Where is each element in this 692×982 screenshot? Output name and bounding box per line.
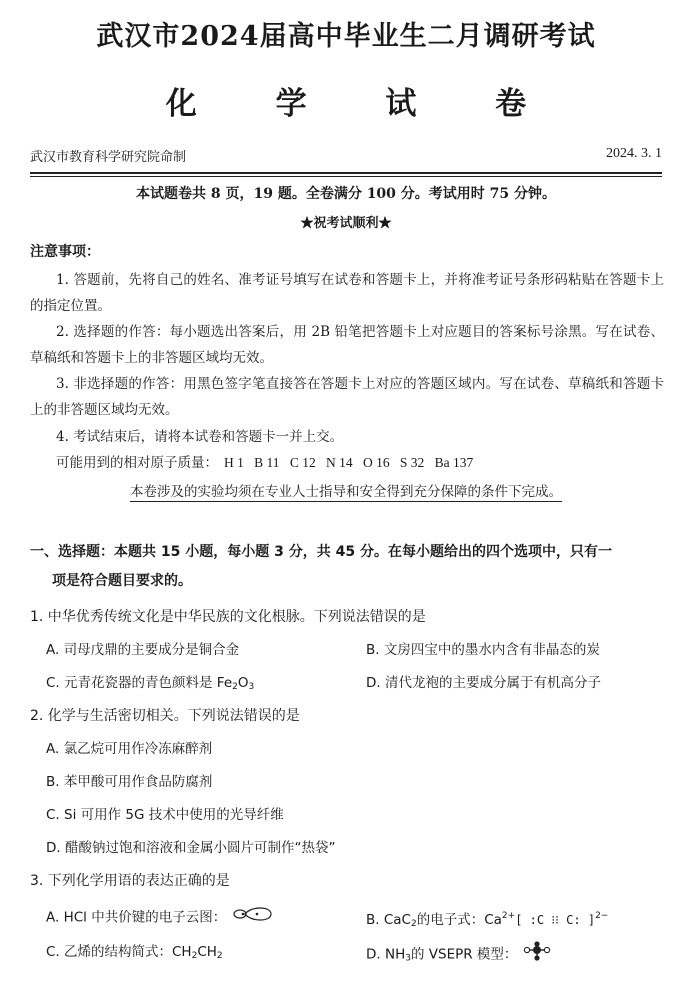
q3-option-c: [46, 941, 223, 967]
subject-title: 化 学 试 卷: [165, 86, 561, 122]
atomic-masses: [56, 451, 473, 471]
q3-b-sup: 2+: [501, 911, 516, 921]
q3-c-sub2: 2: [216, 951, 223, 961]
mass-ba: Ba 137: [434, 455, 474, 470]
q3-c-pre: C. 乙烯的结构简式：CH: [46, 944, 192, 960]
note-item: 2. 选择题的作答：每小题选出答案后，用 2B 铅笔把答题卡上对应题目的答案标号涂黑。写在试卷、草稿纸和答题卡上的非答题区域均无效。: [30, 324, 664, 366]
q3-a-text: A. HCl 中共价键的电子云图：: [46, 909, 227, 926]
notes-title: 注意事项：: [30, 244, 100, 260]
q2-stem: 2. 化学与生活密切相关。下列说法错误的是: [30, 708, 300, 724]
q3-b-sub: 2: [410, 919, 417, 929]
electron-cloud-icon: [231, 905, 275, 930]
q1-c-text: C. 元青花瓷器的青色颜料是 Fe: [46, 675, 233, 691]
q3-b-mid: 的电子式：Ca: [416, 912, 502, 928]
section-heading: 一、选择题：本题共 15 小题，每小题 3 分，共 45 分。在每小题给出的四个选项中，只有一: [30, 544, 612, 560]
q3-d-mid: 的 VSEPR 模型：: [410, 946, 518, 963]
q1-stem: 1. 中华优秀传统文化是中华民族的文化根脉。下列说法错误的是: [30, 609, 426, 625]
header-row: [30, 146, 662, 168]
exam-title: 武汉市2024届高中毕业生二月调研考试: [96, 21, 596, 52]
header-rule-thick: [30, 172, 662, 174]
issuing-org: 武汉市教育科学研究院命制: [30, 150, 187, 165]
mass-n: N 14: [326, 455, 353, 470]
q3-d-sub: 3: [405, 953, 411, 964]
note-item: 1. 答题前，先将自己的姓名、准考证号填写在试卷和答题卡上，并将准考证号条形码粘贴在答题卡上的指定位置。: [30, 272, 664, 314]
mass-h: H 1: [224, 455, 244, 470]
q3-b-sup2: 2−: [595, 911, 609, 921]
q3-c-sub1: 2: [191, 951, 198, 961]
mass-c: C 12: [289, 455, 316, 470]
q3-stem: 3. 下列化学用语的表达正确的是: [30, 873, 230, 889]
q1-c-sub1: 2: [232, 682, 238, 692]
note-item: 3. 非选择题的作答：用黑色签字笔直接答在答题卡上对应的答题区域内。写在试卷、草稿纸和答题卡上的非答题区域均无效。: [30, 376, 664, 418]
q2-option-c: C. Si 可用作 5G 技术中使用的光导纤维: [46, 807, 284, 823]
note-item: 4. 考试结束后，请将本试卷和答题卡一并上交。: [56, 429, 344, 445]
q1-option-d: D. 清代龙袍的主要成分属于有机高分子: [366, 675, 601, 691]
exam-date: 2024. 3. 1: [606, 146, 662, 161]
q3-d-pre: D. NH: [366, 946, 406, 963]
q1-c-sub2: 3: [248, 682, 255, 692]
q2-option-d: D. 醋酸钠过饱和溶液和金属小圆片可制作“热袋”: [46, 840, 336, 856]
q1-option-c: [46, 672, 254, 698]
q1-option-a: A. 司母戊鼎的主要成分是铜合金: [46, 642, 240, 658]
mass-s: S 32: [399, 455, 425, 470]
mass-b: B 11: [254, 455, 280, 470]
mass-o: O 16: [362, 455, 390, 470]
q1-c-mid: O: [237, 675, 249, 691]
q2-option-a: A. 氯乙烷可用作冷冻麻醉剂: [46, 741, 213, 757]
q1-option-b: B. 文房四宝中的墨水内含有非晶态的炭: [366, 642, 600, 658]
q2-option-b: B. 苯甲酸可用作食品防腐剂: [46, 774, 213, 790]
q3-option-d: [366, 941, 552, 970]
exam-info: 本试题卷共 8 页，19 题。全卷满分 100 分。考试用时 75 分钟。: [135, 186, 557, 202]
header-rule-thin: [30, 176, 662, 177]
safety-text: 本卷涉及的实验均须在专业人士指导和安全得到充分保障的条件下完成。: [130, 484, 562, 500]
good-luck-line: ★祝考试顺利★: [300, 216, 392, 231]
q3-b-pre: B. CaC: [366, 912, 411, 928]
section-heading-cont: 项是符合题目要求的。: [52, 573, 192, 589]
q3-option-b: [366, 905, 608, 935]
safety-note: [0, 480, 692, 500]
q3-b-formula: [ :C ⁝⁝ C: ]: [515, 913, 596, 927]
q3-option-a: [46, 905, 275, 930]
vsepr-model-icon: [522, 941, 552, 968]
masses-label: 可能用到的相对原子质量：: [56, 455, 218, 471]
q3-c-mid: CH: [197, 944, 217, 960]
